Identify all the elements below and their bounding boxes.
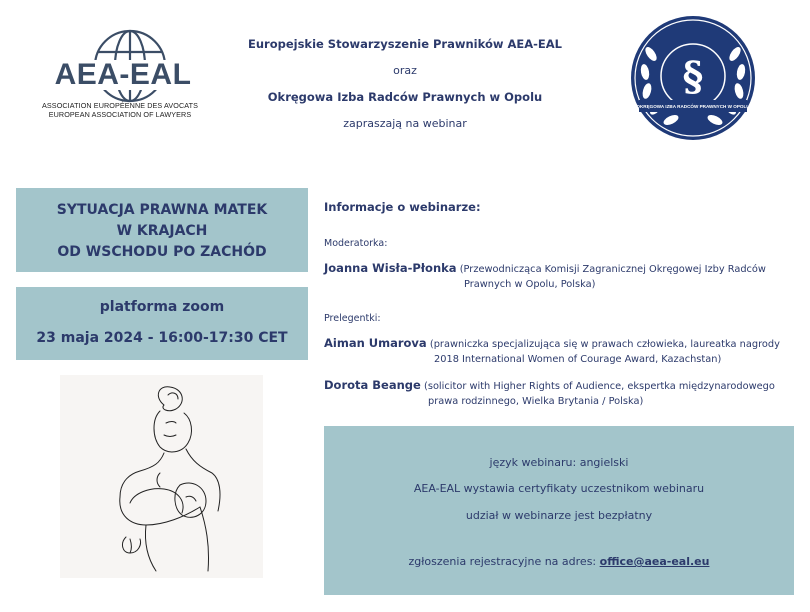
logo-brand-text: AEA-EAL <box>54 58 192 91</box>
mother-child-illustration <box>60 375 263 578</box>
title-line-1: SYTUACJA PRAWNA MATEK <box>56 202 268 218</box>
date-box <box>16 287 308 360</box>
language-info: język webinaru: angielski <box>489 456 629 469</box>
moderator-label: Moderatorka: <box>324 238 388 249</box>
moderator-name: Joanna Wisła-Płonka <box>324 261 457 275</box>
speaker-name: Dorota Beange <box>324 378 421 392</box>
speaker-desc-2: 2018 International Women of Courage Award, Kazachstan) <box>434 354 722 365</box>
moderator-entry <box>324 261 766 292</box>
header-organizer-1: Europejskie Stowarzyszenie Prawników AEA-EAL <box>247 37 562 51</box>
header-conjunction: oraz <box>393 64 417 77</box>
moderator-desc-1: (Przewodnicząca Komisji Zagranicznej Okręgowej Izby Radców <box>459 264 766 275</box>
speaker-desc-2: prawa rodzinnego, Wielka Brytania / Polska) <box>428 396 644 407</box>
header-invitation: zapraszają na webinar <box>343 117 467 130</box>
date-time: 23 maja 2024 - 16:00-17:30 CET <box>36 330 288 346</box>
platform-label: platforma zoom <box>99 299 225 315</box>
oirp-opole-seal <box>629 14 757 142</box>
details-panel <box>324 426 794 595</box>
speaker-desc-1: (solicitor with Higher Rights of Audience, ekspertka międzynarodowego <box>424 381 775 392</box>
header-organizer-2: Okręgowa Izba Radców Prawnych w Opolu <box>267 90 543 104</box>
speaker-entry <box>324 336 780 367</box>
info-heading: Informacje o webinarze: <box>324 200 481 214</box>
logo-subtitle-fr: ASSOCIATION EUROPÉENNE DES AVOCATS <box>42 101 198 110</box>
seal-text: OKRĘGOWA IZBA RADCÓW PRAWNYCH W OPOLU <box>636 104 750 109</box>
logo-subtitle-en: EUROPEAN ASSOCIATION OF LAWYERS <box>48 110 192 119</box>
speaker-name: Aiman Umarova <box>324 336 427 350</box>
moderator-desc-2: Prawnych w Opolu, Polska) <box>464 279 596 290</box>
certificate-info: AEA-EAL wystawia certyfikaty uczestnikom webinaru <box>413 482 705 495</box>
title-line-2: W KRAJACH <box>116 223 208 239</box>
webinar-title-box <box>16 188 308 272</box>
speaker-desc-1: (prawniczka specjalizująca się w prawach człowieka, laureatka nagrody <box>429 339 780 350</box>
registration-label: zgłoszenia rejestracyjne na adres: <box>408 555 597 568</box>
speaker-entry <box>324 378 775 409</box>
registration-info <box>324 555 794 568</box>
speakers-label: Prelegentki: <box>324 313 381 324</box>
title-line-3: OD WSCHODU PO ZACHÓD <box>57 244 267 260</box>
registration-email-link[interactable]: office@aea-eal.eu <box>599 555 710 568</box>
aea-eal-logo <box>30 28 210 128</box>
free-participation-info: udział w webinarze jest bezpłatny <box>465 509 653 522</box>
seal-symbol: § <box>682 53 704 100</box>
